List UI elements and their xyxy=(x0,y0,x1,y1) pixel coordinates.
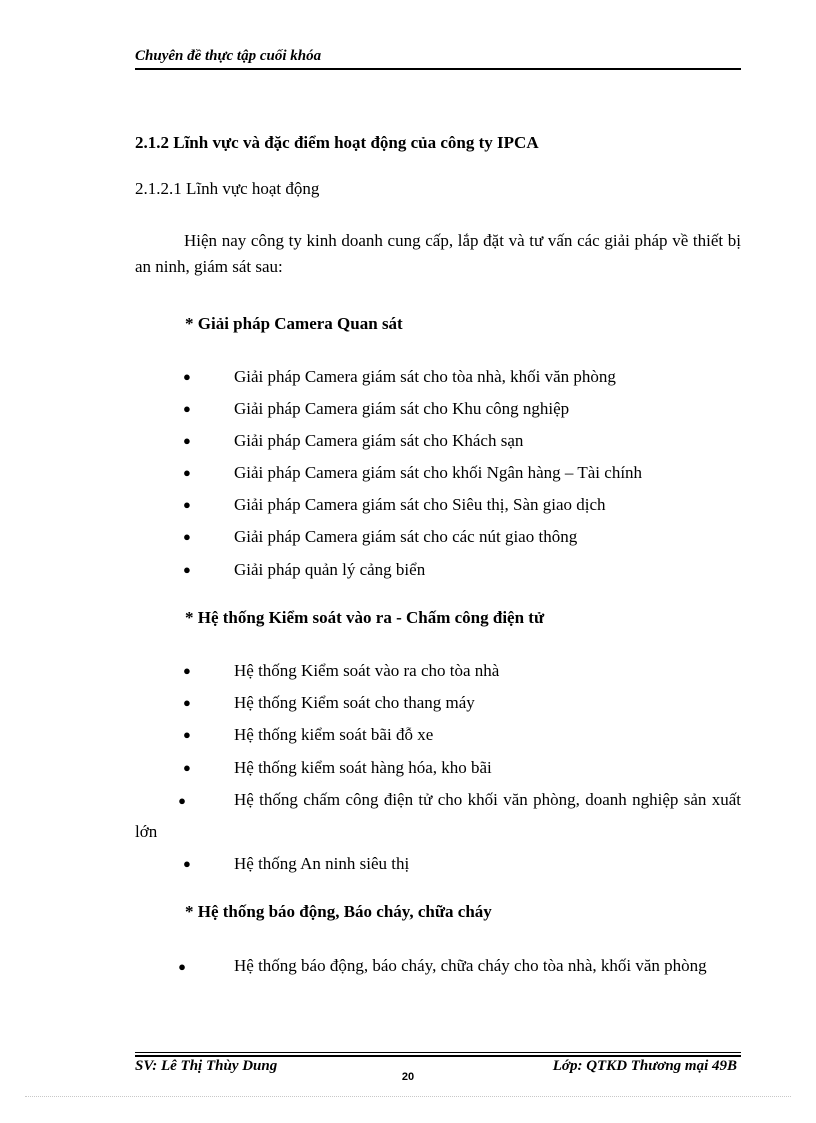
bullet-icon: ● xyxy=(178,793,186,808)
footer-student-name: SV: Lê Thị Thùy Dung xyxy=(135,1058,278,1074)
section-heading: 2.1.2 Lĩnh vực và đặc điểm hoạt động của công ty IPCA xyxy=(135,133,539,152)
group-title-camera: * Giải pháp Camera Quan sát xyxy=(185,314,403,333)
page-break-line xyxy=(25,1096,791,1097)
group-title-access-control: * Hệ thống Kiểm soát vào ra - Chấm công điện tử xyxy=(185,608,545,627)
bullet-icon: ● xyxy=(183,369,191,384)
section-subheading: 2.1.2.1 Lĩnh vực hoạt động xyxy=(135,179,320,198)
bullet-icon: ● xyxy=(183,433,191,448)
bullet-icon: ● xyxy=(183,856,191,871)
header-divider xyxy=(135,68,741,70)
footer-divider-thick xyxy=(135,1055,741,1057)
bullet-icon: ● xyxy=(183,497,191,512)
footer-class-name: Lớp: QTKD Thương mại 49B xyxy=(552,1058,737,1074)
bullet-icon: ● xyxy=(183,727,191,742)
bullet-icon: ● xyxy=(183,562,191,577)
page-number: 20 xyxy=(401,1071,415,1083)
intro-paragraph: Hiện nay công ty kinh doanh cung cấp, lắp đặt và tư vấn các giải pháp về thiết bị an ninh, giám sát sau: xyxy=(135,231,741,276)
footer-divider-thin xyxy=(135,1052,741,1053)
bullet-icon: ● xyxy=(183,465,191,480)
bullet-icon: ● xyxy=(183,695,191,710)
bullet-icon: ● xyxy=(183,760,191,775)
bullet-icon: ● xyxy=(183,401,191,416)
list-item: ● Hệ thống chấm công điện tử cho khối văn phòng, doanh nghiệp sản xuất lớn xyxy=(135,784,741,847)
group-title-fire-alarm: * Hệ thống báo động, Báo cháy, chữa cháy xyxy=(185,902,492,921)
page-header-title: Chuyên đề thực tập cuối khóa xyxy=(135,48,322,64)
bullet-icon: ● xyxy=(183,663,191,678)
list-item: ● Hệ thống báo động, báo cháy, chữa cháy cho tòa nhà, khối văn phòng xyxy=(135,950,741,982)
bullet-icon: ● xyxy=(183,529,191,544)
bullet-icon: ● xyxy=(178,959,186,974)
